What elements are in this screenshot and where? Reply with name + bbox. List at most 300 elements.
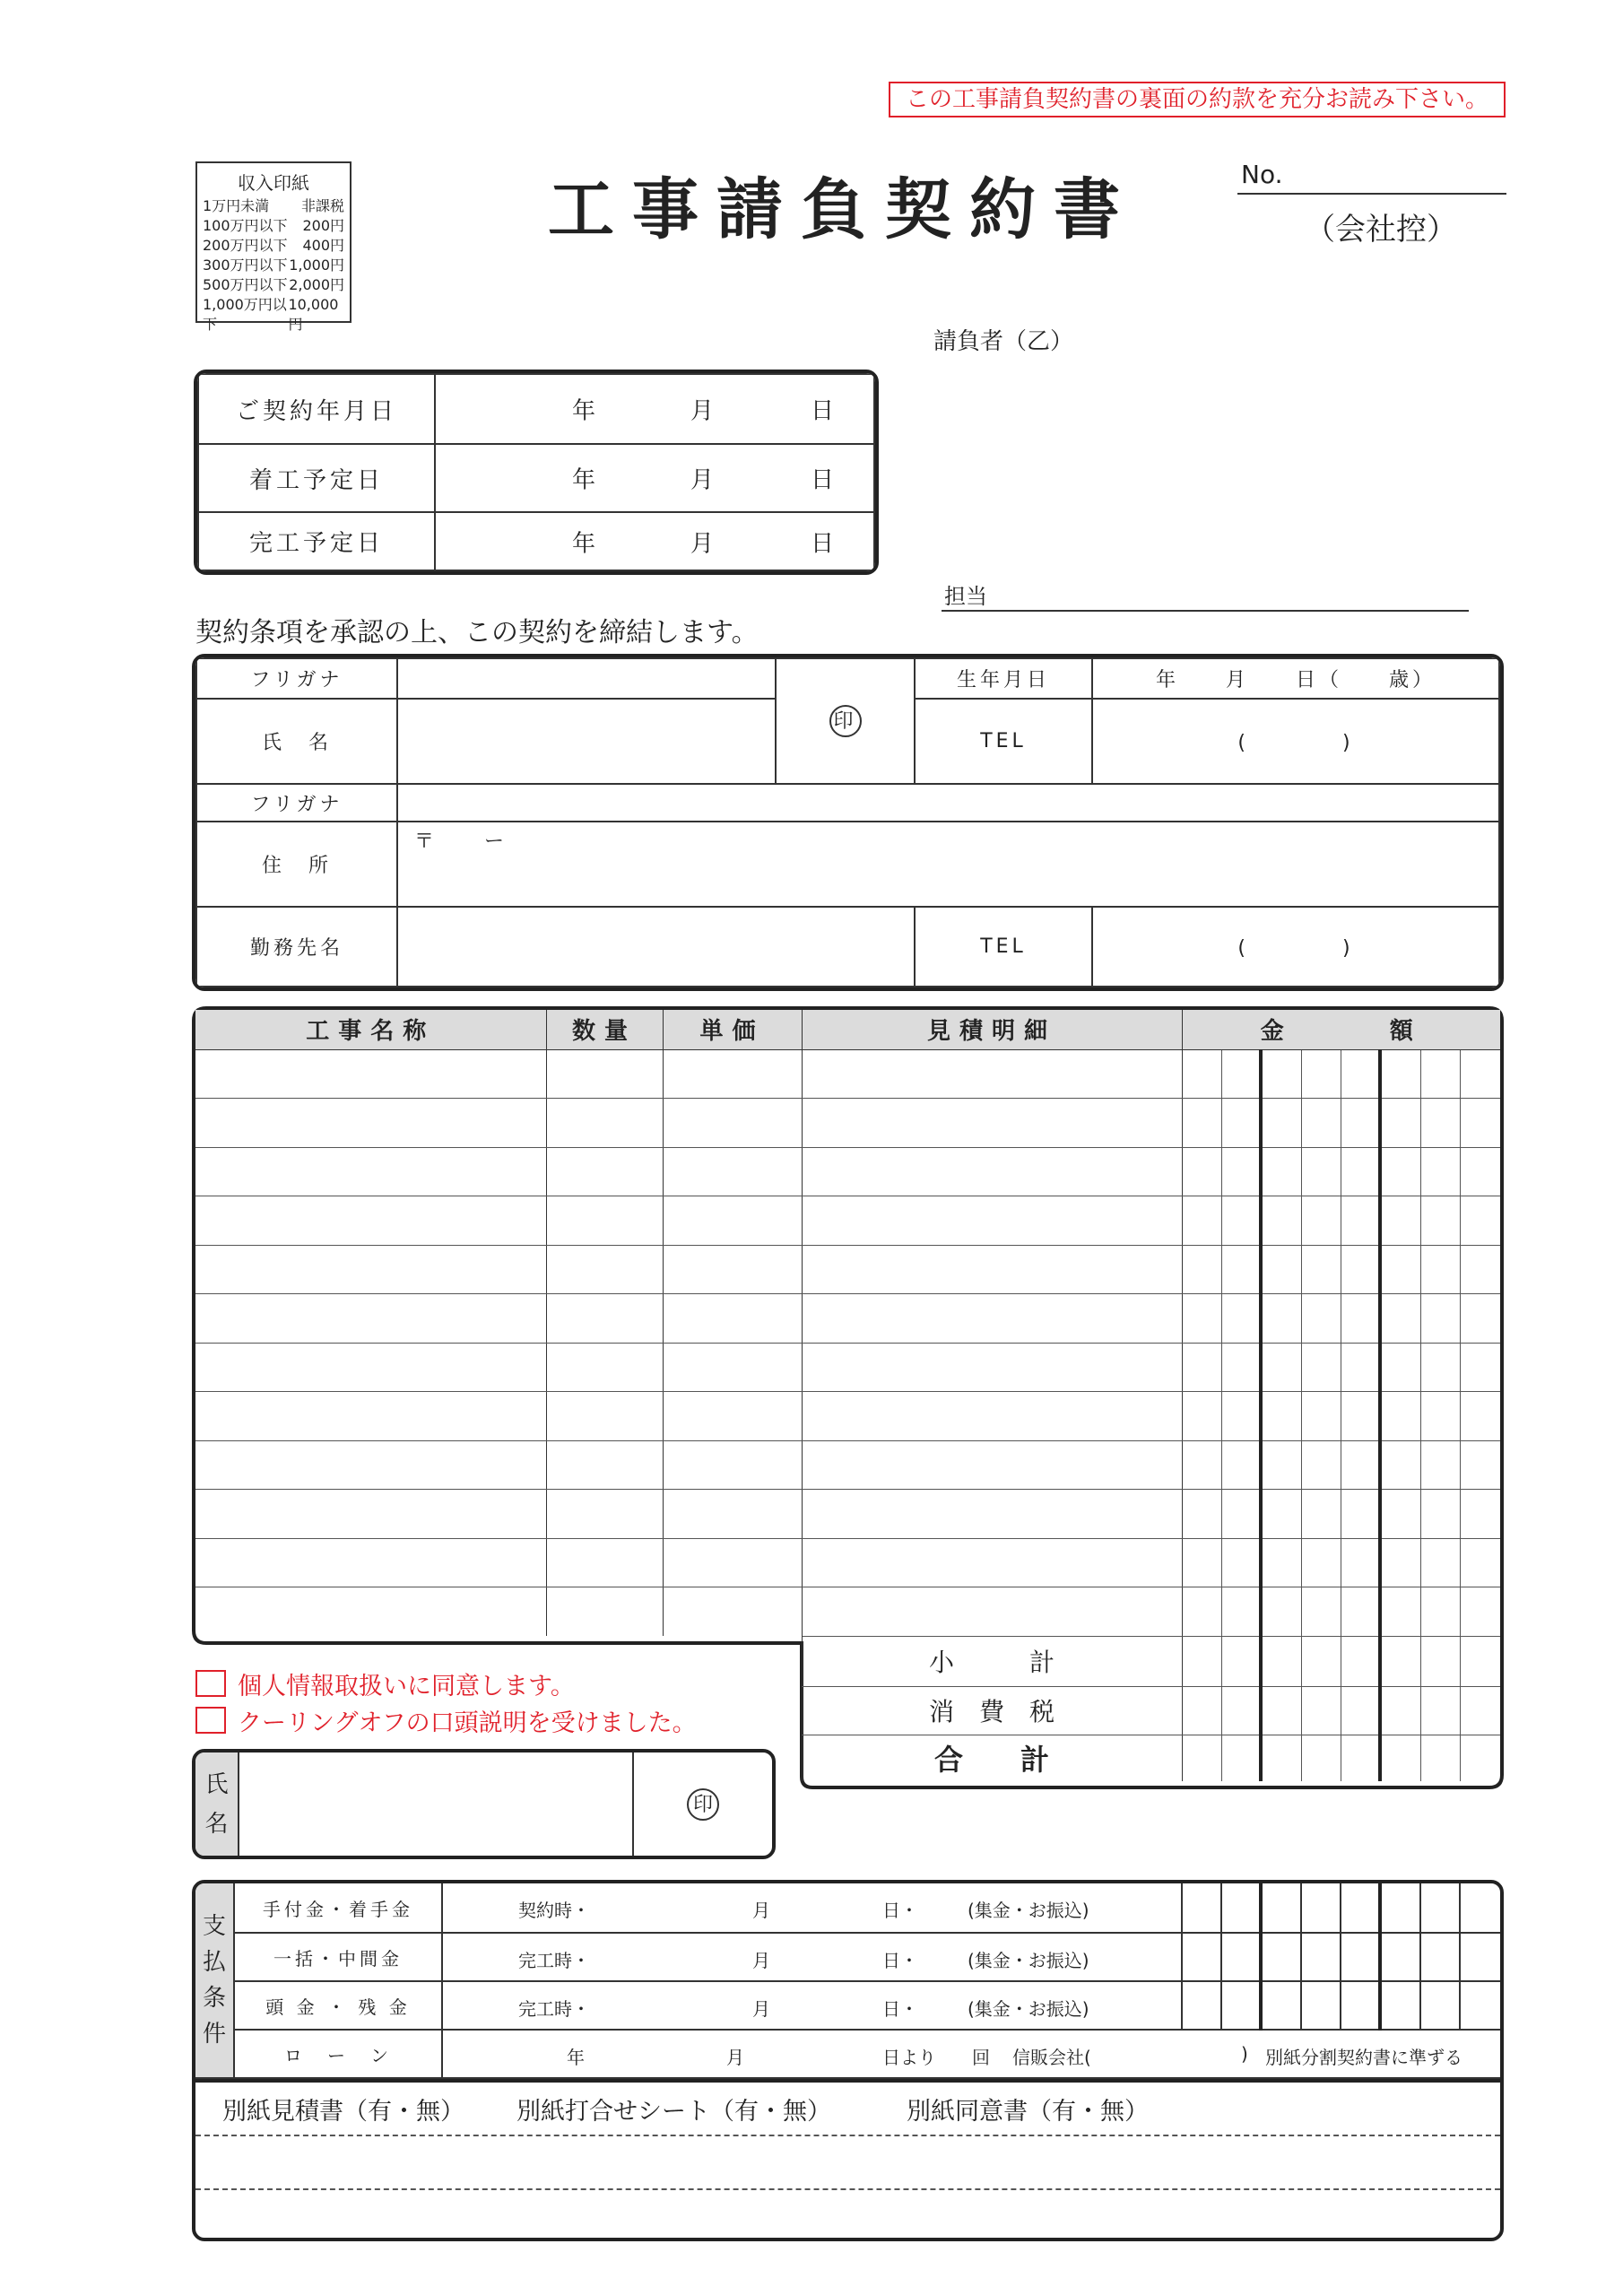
agreement-text: 契約条項を承認の上、この契約を締結します。	[195, 617, 759, 648]
signature-seal-mark: 印	[687, 1788, 719, 1821]
quantity-cell[interactable]	[546, 1490, 663, 1539]
amount-digit-cell[interactable]	[1182, 1099, 1221, 1148]
work-name-cell[interactable]	[195, 1587, 546, 1637]
tax-digit[interactable]	[1261, 1686, 1301, 1735]
amount-digit-cell[interactable]	[1301, 1392, 1341, 1441]
item-row	[195, 1343, 1500, 1392]
amount-digit-cell[interactable]	[1221, 1049, 1261, 1099]
signature-seal-cell	[633, 1752, 772, 1856]
day-label: 日	[811, 530, 835, 557]
amount-digit-cell[interactable]	[1341, 1490, 1380, 1539]
details-cell[interactable]	[802, 1294, 1182, 1344]
day-text: 日・	[882, 1900, 918, 1921]
total-digit[interactable]	[1341, 1735, 1380, 1781]
amount-digit-cell[interactable]	[1301, 1196, 1341, 1246]
amount-digit-cell[interactable]	[1301, 1587, 1341, 1637]
amount-digit-cell[interactable]	[1460, 1490, 1500, 1539]
amount-digit-cell[interactable]	[1341, 1196, 1380, 1246]
unit-price-cell[interactable]	[663, 1392, 802, 1441]
amount-digit-cell[interactable]	[1221, 1196, 1261, 1246]
amount-digit-cell[interactable]	[1221, 1587, 1261, 1637]
address-furigana-field[interactable]	[397, 784, 1499, 822]
stamp-fee: 1,000円	[289, 257, 344, 274]
amount-digit-cell[interactable]	[1341, 1587, 1380, 1637]
amount-digit-cell[interactable]	[1420, 1196, 1460, 1246]
stamp-range: 300万円以下	[203, 257, 288, 274]
amount-digit-cell[interactable]	[1380, 1147, 1420, 1196]
stamp-fee: 非課税	[300, 197, 344, 214]
amount-digit-cell[interactable]	[1380, 1049, 1420, 1099]
loan-close-text: )	[1241, 2043, 1248, 2065]
details-cell[interactable]	[802, 1147, 1182, 1196]
payment-side-char: 支	[202, 1913, 226, 1940]
extra-estimate[interactable]: 別紙見積書（有・無）	[222, 2098, 464, 2126]
amount-digit-cell[interactable]	[1380, 1587, 1420, 1637]
pay-digit[interactable]	[1261, 1981, 1301, 2030]
amount-digit-cell[interactable]	[1420, 1538, 1460, 1587]
seal-cell	[776, 658, 915, 784]
pay-digit[interactable]	[1380, 1981, 1420, 2030]
amount-digit-cell[interactable]	[1261, 1343, 1301, 1392]
contract-date-field[interactable]	[435, 374, 874, 444]
header-details: 見積明細	[802, 1010, 1182, 1049]
day-text: 日・	[882, 1950, 918, 1971]
unit-price-cell[interactable]	[663, 1147, 802, 1196]
pay-digit[interactable]	[1420, 1933, 1460, 1981]
start-date-field[interactable]	[435, 444, 874, 512]
amount-digit-cell[interactable]	[1221, 1490, 1261, 1539]
amount-digit-cell[interactable]	[1460, 1392, 1500, 1441]
unit-price-cell[interactable]	[663, 1490, 802, 1539]
total-digit[interactable]	[1301, 1735, 1341, 1781]
amount-digit-cell[interactable]	[1341, 1147, 1380, 1196]
amount-digit-cell[interactable]	[1420, 1294, 1460, 1344]
quantity-cell[interactable]	[546, 1147, 663, 1196]
amount-digit-cell[interactable]	[1182, 1538, 1221, 1587]
year-label: 年	[572, 530, 596, 557]
completion-date-field[interactable]	[435, 512, 874, 570]
amount-digit-cell[interactable]	[1341, 1392, 1380, 1441]
address-label: 住 所	[196, 822, 397, 907]
loan-terms-field[interactable]	[442, 2030, 1500, 2078]
year-label: 年	[572, 466, 596, 494]
item-row	[195, 1392, 1500, 1441]
work-name-cell[interactable]	[195, 1147, 546, 1196]
person-in-charge-field[interactable]	[942, 610, 1469, 612]
total-digit[interactable]	[1420, 1735, 1460, 1781]
tax-digit[interactable]	[1301, 1686, 1341, 1735]
quantity-cell[interactable]	[546, 1343, 663, 1392]
workplace-tel-field[interactable]: ( )	[1092, 907, 1499, 987]
down-payment-terms-field[interactable]	[442, 1981, 1182, 2030]
item-row	[195, 1245, 1500, 1294]
header-amount: 金 額	[1182, 1010, 1500, 1049]
item-row	[195, 1587, 1500, 1637]
details-cell[interactable]	[802, 1392, 1182, 1441]
privacy-consent-checkbox[interactable]	[195, 1670, 226, 1697]
workplace-label: 勤務先名	[196, 907, 397, 987]
deposit-label: 手付金・着手金	[234, 1883, 442, 1933]
amount-digit-cell[interactable]	[1420, 1245, 1460, 1294]
item-row	[195, 1099, 1500, 1148]
unit-price-cell[interactable]	[663, 1587, 802, 1637]
amount-digit-cell[interactable]	[1460, 1196, 1500, 1246]
item-row	[195, 1147, 1500, 1196]
amount-digit-cell[interactable]	[1341, 1245, 1380, 1294]
loan-note-text: 別紙分割契約書に準ずる	[1265, 2047, 1462, 2068]
amount-digit-cell[interactable]	[1301, 1294, 1341, 1344]
pay-digit[interactable]	[1221, 1933, 1261, 1981]
birthdate-label: 生年月日	[915, 658, 1092, 699]
customer-table	[192, 654, 1504, 991]
amount-digit-cell[interactable]	[1460, 1049, 1500, 1099]
amount-digit-cell[interactable]	[1261, 1099, 1301, 1148]
quantity-cell[interactable]	[546, 1196, 663, 1246]
tax-digit[interactable]	[1420, 1686, 1460, 1735]
amount-digit-cell[interactable]	[1182, 1147, 1221, 1196]
address-field[interactable]	[397, 822, 1499, 907]
total-digit[interactable]	[1261, 1735, 1301, 1781]
amount-digit-cell[interactable]	[1221, 1147, 1261, 1196]
total-digit[interactable]	[1221, 1735, 1261, 1781]
amount-digit-cell[interactable]	[1182, 1294, 1221, 1344]
amount-digit-cell[interactable]	[1261, 1538, 1301, 1587]
seal-mark: 印	[829, 705, 862, 737]
tax-digit[interactable]	[1182, 1686, 1221, 1735]
amount-digit-cell[interactable]	[1460, 1440, 1500, 1490]
contract-date-label: ご契約年月日	[198, 374, 435, 444]
loan-times-text: 回	[972, 2047, 990, 2068]
details-cell[interactable]	[802, 1099, 1182, 1148]
tax-label: 消 費 税	[802, 1686, 1182, 1735]
amount-digit-cell[interactable]	[1221, 1440, 1261, 1490]
extra-meeting-sheet[interactable]: 別紙打合せシート（有・無）	[516, 2098, 831, 2126]
dates-table	[194, 370, 879, 575]
subtotal-digit[interactable]	[1301, 1636, 1341, 1686]
tel-label: TEL	[915, 699, 1092, 784]
pay-digit[interactable]	[1221, 1883, 1261, 1933]
contractor-label: 請負者（乙）	[933, 328, 1074, 355]
unit-price-cell[interactable]	[663, 1099, 802, 1148]
signature-label	[195, 1752, 239, 1856]
amount-digit-cell[interactable]	[1420, 1343, 1460, 1392]
amount-digit-cell[interactable]	[1341, 1099, 1380, 1148]
item-row	[195, 1440, 1500, 1490]
payment-side-char: 払	[202, 1949, 226, 1976]
amount-digit-cell[interactable]	[1460, 1538, 1500, 1587]
amount-digit-cell[interactable]	[1380, 1392, 1420, 1441]
month-text: 月	[752, 1900, 770, 1921]
signature-label-bottom: 名	[204, 1810, 229, 1838]
name-furigana-field[interactable]	[397, 658, 776, 699]
amount-digit-cell[interactable]	[1182, 1440, 1221, 1490]
pay-digit[interactable]	[1420, 1883, 1460, 1933]
quantity-cell[interactable]	[546, 1538, 663, 1587]
amount-digit-cell[interactable]	[1182, 1392, 1221, 1441]
pay-digit[interactable]	[1261, 1933, 1301, 1981]
extra-consent-form[interactable]: 別紙同意書（有・無）	[907, 2098, 1149, 2126]
amount-digit-cell[interactable]	[1182, 1587, 1221, 1637]
details-cell[interactable]	[802, 1245, 1182, 1294]
unit-price-cell[interactable]	[663, 1196, 802, 1246]
lump-sum-label: 一括・中間金	[234, 1933, 442, 1981]
subtotal-digit[interactable]	[1221, 1636, 1261, 1686]
pay-digit[interactable]	[1341, 1883, 1380, 1933]
amount-digit-cell[interactable]	[1420, 1490, 1460, 1539]
item-row	[195, 1538, 1500, 1587]
amount-digit-cell[interactable]	[1301, 1099, 1341, 1148]
amount-digit-cell[interactable]	[1301, 1049, 1341, 1099]
pay-digit[interactable]	[1301, 1933, 1341, 1981]
workplace-tel-label: TEL	[915, 907, 1092, 987]
amount-digit-cell[interactable]	[1261, 1147, 1301, 1196]
amount-digit-cell[interactable]	[1182, 1490, 1221, 1539]
name-label: 氏 名	[196, 699, 397, 784]
pay-digit[interactable]	[1341, 1933, 1380, 1981]
amount-digit-cell[interactable]	[1341, 1440, 1380, 1490]
pay-digit[interactable]	[1341, 1981, 1380, 2030]
unit-price-cell[interactable]	[663, 1538, 802, 1587]
stamp-fee: 10,000円	[288, 296, 339, 333]
amount-digit-cell[interactable]	[1420, 1099, 1460, 1148]
items-table	[195, 1010, 1500, 1781]
details-cell[interactable]	[802, 1343, 1182, 1392]
work-name-cell[interactable]	[195, 1294, 546, 1344]
amount-digit-cell[interactable]	[1380, 1440, 1420, 1490]
loan-from-text: 日より	[882, 2047, 936, 2068]
item-row	[195, 1049, 1500, 1099]
subtotal-digit[interactable]	[1460, 1636, 1500, 1686]
loan-label: ロ ー ン	[234, 2030, 442, 2078]
amount-digit-cell[interactable]	[1380, 1538, 1420, 1587]
amount-digit-cell[interactable]	[1460, 1147, 1500, 1196]
amount-digit-cell[interactable]	[1380, 1343, 1420, 1392]
pay-digit[interactable]	[1460, 1883, 1500, 1933]
details-cell[interactable]	[802, 1587, 1182, 1637]
amount-digit-cell[interactable]	[1460, 1587, 1500, 1637]
amount-digit-cell[interactable]	[1380, 1099, 1420, 1148]
pay-digit[interactable]	[1182, 1981, 1221, 2030]
address-furigana-label: フリガナ	[196, 784, 397, 822]
year-label: 年	[572, 397, 596, 425]
copy-label: （会社控）	[1305, 212, 1457, 248]
pay-digit[interactable]	[1301, 1883, 1341, 1933]
work-name-cell[interactable]	[195, 1490, 546, 1539]
extras-section	[195, 2079, 1500, 2241]
workplace-field[interactable]	[397, 907, 915, 987]
payment-side-char: 件	[202, 2021, 226, 2048]
amount-digit-cell[interactable]	[1261, 1490, 1301, 1539]
pay-digit[interactable]	[1301, 1981, 1341, 2030]
month-label: 月	[690, 397, 715, 425]
number-field[interactable]	[1237, 193, 1506, 195]
details-cell[interactable]	[802, 1196, 1182, 1246]
day-text: 日・	[882, 1998, 918, 2020]
header-work-name: 工事名称	[195, 1010, 546, 1049]
amount-digit-cell[interactable]	[1301, 1147, 1341, 1196]
details-cell[interactable]	[802, 1440, 1182, 1490]
method-text: (集金・お振込)	[968, 1998, 1089, 2020]
tax-digit[interactable]	[1380, 1686, 1420, 1735]
birthdate-field[interactable]: 年 月 日（ 歳）	[1092, 658, 1499, 699]
signature-field[interactable]	[239, 1752, 633, 1856]
quantity-cell[interactable]	[546, 1294, 663, 1344]
amount-digit-cell[interactable]	[1341, 1343, 1380, 1392]
tel-field[interactable]: ( )	[1092, 699, 1499, 784]
amount-digit-cell[interactable]	[1221, 1099, 1261, 1148]
pay-digit[interactable]	[1182, 1933, 1221, 1981]
lump-sum-terms-field[interactable]	[442, 1933, 1182, 1981]
amount-digit-cell[interactable]	[1221, 1392, 1261, 1441]
start-date-label: 着工予定日	[198, 444, 435, 512]
pay-digit[interactable]	[1380, 1883, 1420, 1933]
amount-digit-cell[interactable]	[1261, 1049, 1301, 1099]
notes-line[interactable]	[195, 2135, 1500, 2136]
amount-digit-cell[interactable]	[1221, 1538, 1261, 1587]
details-cell[interactable]	[802, 1049, 1182, 1099]
total-digit[interactable]	[1380, 1735, 1420, 1781]
month-text: 月	[752, 1998, 770, 2020]
amount-digit-cell[interactable]	[1261, 1440, 1301, 1490]
amount-digit-cell[interactable]	[1341, 1049, 1380, 1099]
amount-digit-cell[interactable]	[1261, 1294, 1301, 1344]
amount-digit-cell[interactable]	[1460, 1099, 1500, 1148]
details-cell[interactable]	[802, 1538, 1182, 1587]
amount-digit-cell[interactable]	[1380, 1196, 1420, 1246]
quantity-cell[interactable]	[546, 1099, 663, 1148]
amount-digit-cell[interactable]	[1261, 1196, 1301, 1246]
stamp-range: 200万円以下	[203, 237, 288, 254]
items-table-wrap	[195, 1010, 1500, 1781]
total-digit[interactable]	[1182, 1735, 1221, 1781]
amount-digit-cell[interactable]	[1341, 1294, 1380, 1344]
work-name-cell[interactable]	[195, 1392, 546, 1441]
loan-company-text: 信販会社(	[1012, 2047, 1091, 2068]
subtotal-digit[interactable]	[1261, 1636, 1301, 1686]
amount-digit-cell[interactable]	[1420, 1049, 1460, 1099]
work-name-cell[interactable]	[195, 1099, 546, 1148]
tax-digit[interactable]	[1460, 1686, 1500, 1735]
unit-price-cell[interactable]	[663, 1049, 802, 1099]
total-digit[interactable]	[1460, 1735, 1500, 1781]
item-row	[195, 1490, 1500, 1539]
payment-terms-label	[195, 1883, 234, 2078]
amount-digit-cell[interactable]	[1460, 1294, 1500, 1344]
amount-digit-cell[interactable]	[1380, 1294, 1420, 1344]
method-text: (集金・お振込)	[968, 1900, 1089, 1921]
amount-digit-cell[interactable]	[1420, 1440, 1460, 1490]
payment-side-char: 条	[202, 1985, 226, 2012]
amount-digit-cell[interactable]	[1420, 1587, 1460, 1637]
document-title: 工事請負契約書	[548, 171, 1138, 248]
work-name-cell[interactable]	[195, 1049, 546, 1099]
unit-price-cell[interactable]	[663, 1294, 802, 1344]
amount-digit-cell[interactable]	[1341, 1538, 1380, 1587]
amount-digit-cell[interactable]	[1301, 1538, 1341, 1587]
details-cell[interactable]	[802, 1490, 1182, 1539]
quantity-cell[interactable]	[546, 1440, 663, 1490]
work-name-cell[interactable]	[195, 1538, 546, 1587]
pay-digit[interactable]	[1460, 1981, 1500, 2030]
amount-digit-cell[interactable]	[1261, 1587, 1301, 1637]
amount-digit-cell[interactable]	[1301, 1440, 1341, 1490]
amount-digit-cell[interactable]	[1460, 1245, 1500, 1294]
month-label: 月	[690, 530, 715, 557]
unit-price-cell[interactable]	[663, 1343, 802, 1392]
postal-code-mark: 〒 ー	[414, 831, 508, 853]
pay-digit[interactable]	[1420, 1981, 1460, 2030]
quantity-cell[interactable]	[546, 1049, 663, 1099]
pay-digit[interactable]	[1221, 1981, 1261, 2030]
amount-digit-cell[interactable]	[1420, 1392, 1460, 1441]
timing-text: 完工時・	[518, 1998, 590, 2020]
work-name-cell[interactable]	[195, 1196, 546, 1246]
work-name-cell[interactable]	[195, 1440, 546, 1490]
amount-digit-cell[interactable]	[1301, 1245, 1341, 1294]
loan-year-text: 年	[567, 2047, 585, 2068]
subtotal-digit[interactable]	[1182, 1636, 1221, 1686]
notes-line[interactable]	[195, 2188, 1500, 2190]
pay-digit[interactable]	[1380, 1933, 1420, 1981]
amount-digit-cell[interactable]	[1182, 1343, 1221, 1392]
month-text: 月	[752, 1950, 770, 1971]
subtotal-digit[interactable]	[1380, 1636, 1420, 1686]
amount-digit-cell[interactable]	[1301, 1490, 1341, 1539]
amount-digit-cell[interactable]	[1221, 1343, 1261, 1392]
quantity-cell[interactable]	[546, 1245, 663, 1294]
amount-digit-cell[interactable]	[1380, 1490, 1420, 1539]
amount-digit-cell[interactable]	[1420, 1147, 1460, 1196]
amount-digit-cell[interactable]	[1221, 1294, 1261, 1344]
subtotal-digit[interactable]	[1341, 1636, 1380, 1686]
signature-label-top: 氏	[204, 1770, 229, 1798]
amount-digit-cell[interactable]	[1182, 1196, 1221, 1246]
amount-digit-cell[interactable]	[1261, 1392, 1301, 1441]
quantity-cell[interactable]	[546, 1392, 663, 1441]
amount-digit-cell[interactable]	[1182, 1049, 1221, 1099]
subtotal-label: 小 計	[802, 1636, 1182, 1686]
amount-digit-cell[interactable]	[1261, 1245, 1301, 1294]
number-label: No.	[1241, 160, 1283, 189]
deposit-terms-field[interactable]	[442, 1883, 1182, 1933]
revenue-stamp-box	[195, 161, 352, 333]
amount-digit-cell[interactable]	[1182, 1245, 1221, 1294]
tax-digit[interactable]	[1341, 1686, 1380, 1735]
name-field[interactable]	[397, 699, 776, 784]
work-name-cell[interactable]	[195, 1245, 546, 1294]
subtotal-digit[interactable]	[1420, 1636, 1460, 1686]
privacy-consent-text: 個人情報取扱いに同意します。	[238, 1673, 575, 1700]
cooling-off-checkbox[interactable]	[195, 1707, 226, 1734]
pay-digit[interactable]	[1460, 1933, 1500, 1981]
unit-price-cell[interactable]	[663, 1245, 802, 1294]
amount-digit-cell[interactable]	[1380, 1245, 1420, 1294]
amount-digit-cell[interactable]	[1460, 1343, 1500, 1392]
quantity-cell[interactable]	[546, 1587, 663, 1637]
amount-digit-cell[interactable]	[1221, 1245, 1261, 1294]
work-name-cell[interactable]	[195, 1343, 546, 1392]
amount-digit-cell[interactable]	[1301, 1343, 1341, 1392]
stamp-range: 500万円以下	[203, 276, 288, 293]
pay-digit[interactable]	[1261, 1883, 1301, 1933]
tax-digit[interactable]	[1221, 1686, 1261, 1735]
signature-box	[192, 1749, 776, 1859]
stamp-fee: 200円	[302, 217, 344, 234]
unit-price-cell[interactable]	[663, 1440, 802, 1490]
method-text: (集金・お振込)	[968, 1950, 1089, 1971]
stamp-fee: 2,000円	[289, 276, 344, 293]
pay-digit[interactable]	[1182, 1883, 1221, 1933]
